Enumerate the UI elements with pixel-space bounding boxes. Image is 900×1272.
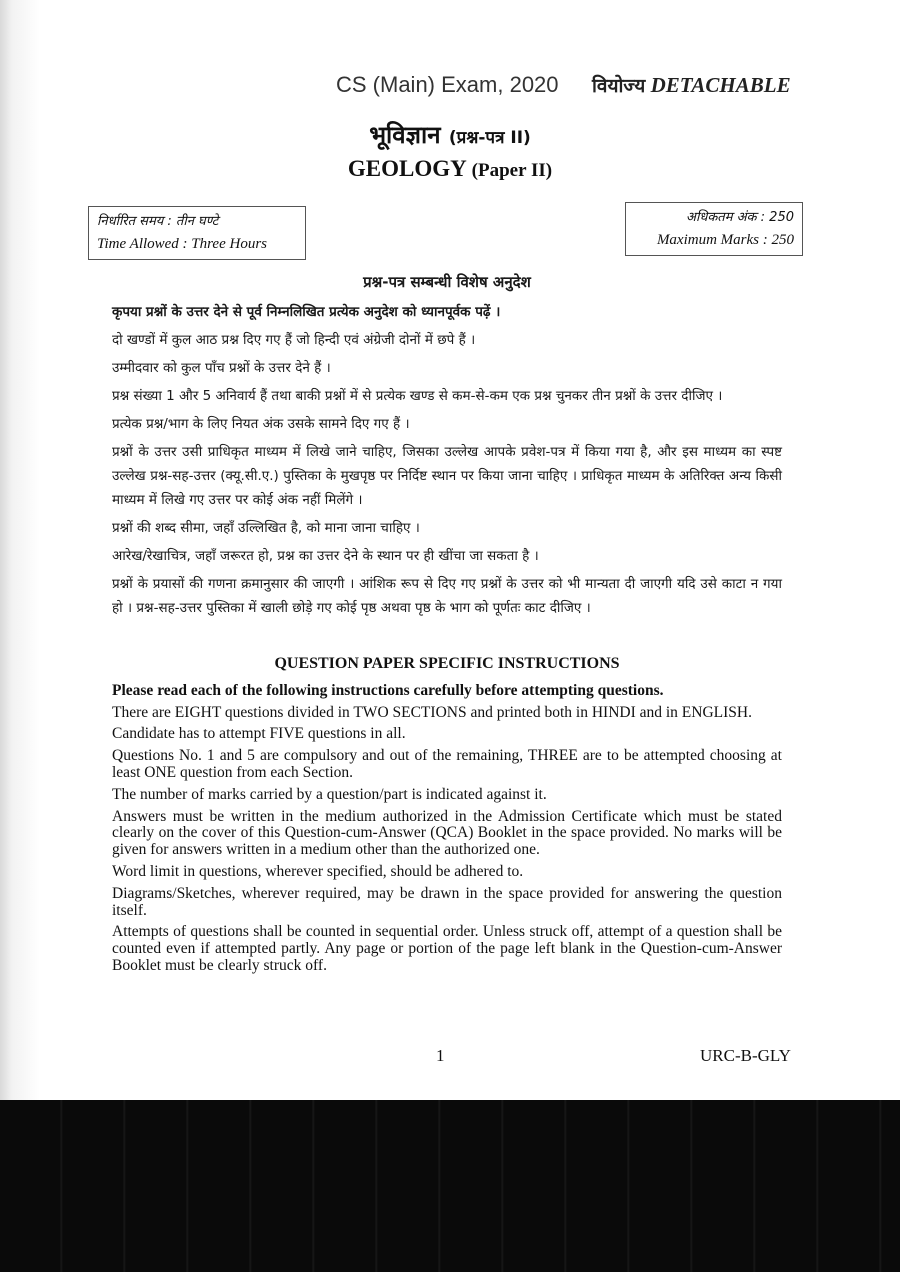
scan-dark-border: [0, 1100, 900, 1272]
hindi-instruction: प्रश्न संख्या 1 और 5 अनिवार्य हैं तथा बाकी प्रश्नों में से प्रत्येक खण्ड से कम-से-कम एक प्रश्न चुनकर तीन प्रश्नों के उत्तर दीजिए ।: [112, 388, 723, 404]
page-number: 1: [436, 1046, 445, 1065]
paper-hindi: (प्रश्न-पत्र II): [448, 128, 531, 148]
english-instruction: Word limit in questions, wherever specified, should be adhered to.: [112, 862, 524, 880]
detachable-hindi: वियोज्य: [592, 75, 646, 97]
hindi-instruction: आरेख/रेखाचित्र, जहाँ जरूरत हो, प्रश्न का उत्तर देने के स्थान पर ही खींचा जा सकता है ।: [112, 548, 539, 564]
time-allowed-box: [88, 206, 306, 260]
marks-hindi: अधिकतम अंक : 250: [686, 210, 794, 225]
hindi-instructions: [112, 270, 782, 624]
hindi-instruction: प्रश्नों के प्रयासों की गणना क्रमानुसार की जाएगी । आंशिक रूप से दिए गए प्रश्नों के उत्तर को भी मान्यता दी जाएगी यदि उसे काटा न गया हो । प्रश्न-सह-उत्तर पुस्तिका में खाली छोड़े गए कोई पृष्ठ अथवा पृष्ठ के भाग को पूर्णतः काट दीजिए ।: [112, 576, 782, 616]
title-english: [0, 156, 900, 182]
hindi-instruction: प्रत्येक प्रश्न/भाग के लिए नियत अंक उसके सामने दिए गए हैं ।: [112, 416, 410, 432]
hindi-instructions-heading: प्रश्न-पत्र सम्बन्धी विशेष अनुदेश: [363, 273, 531, 291]
hindi-instruction: प्रश्नों के उत्तर उसी प्राधिकृत माध्यम में लिखे जाने चाहिए, जिसका उल्लेख आपके प्रवेश-पत्र में किया गया है, और इस माध्यम का स्पष्ट उल्लेख प्रश्न-सह-उत्तर (क्यू.सी.ए.) पुस्तिका के मुखपृष्ठ पर निर्दिष्ट स्थान पर किया जाना चाहिए । प्राधिकृत माध्यम के अतिरिक्त अन्य किसी माध्यम में लिखे गए उत्तर पर कोई अंक नहीं मिलेंगे ।: [112, 444, 782, 508]
english-instructions-lead: Please read each of the following instructions carefully before attempting questions.: [112, 681, 664, 699]
hindi-instruction: दो खण्डों में कुल आठ प्रश्न दिए गए हैं जो हिन्दी एवं अंग्रेजी दोनों में छपे हैं ।: [112, 332, 476, 348]
subject-hindi: भूविज्ञान: [369, 121, 441, 149]
paper-english: (Paper II): [471, 160, 553, 181]
time-english: Time Allowed : Three Hours: [97, 236, 268, 252]
subject-english: GEOLOGY: [347, 156, 466, 181]
title-hindi: [0, 118, 900, 151]
english-instruction: There are EIGHT questions divided in TWO SECTIONS and printed both in HINDI and in ENGLISH.: [112, 703, 752, 721]
english-instruction: Answers must be written in the medium authorized in the Admission Certificate which must be stated clearly on the cover of this Question-cum-Answer (QCA) Booklet in the space provided. No marks will be given for answers written in a medium other than the authorized one.: [112, 807, 782, 859]
marks-english: Maximum Marks : 250: [656, 232, 794, 248]
time-hindi: निर्धारित समय : तीन घण्टे: [97, 214, 219, 229]
english-instruction: Diagrams/Sketches, wherever required, may be drawn in the space provided for answering the question itself.: [112, 884, 782, 919]
english-instructions-heading: QUESTION PAPER SPECIFIC INSTRUCTIONS: [274, 655, 620, 672]
detachable-english: DETACHABLE: [650, 73, 791, 97]
paper-code: URC-B-GLY: [700, 1046, 791, 1065]
hindi-instruction: उम्मीदवार को कुल पाँच प्रश्नों के उत्तर देने हैं ।: [112, 360, 331, 376]
english-instructions: [112, 656, 782, 980]
hindi-instruction: प्रश्नों की शब्द सीमा, जहाँ उल्लिखित है, को माना जाना चाहिए ।: [112, 520, 420, 536]
detachable-label: [592, 72, 791, 98]
english-instruction: Questions No. 1 and 5 are compulsory and out of the remaining, THREE are to be attempted choosing at least ONE question from each Section.: [112, 747, 782, 781]
exam-header: CS (Main) Exam, 2020: [336, 72, 559, 97]
english-instruction: The number of marks carried by a question/part is indicated against it.: [112, 785, 547, 803]
english-instruction: Candidate has to attempt FIVE questions in all.: [112, 725, 406, 743]
hindi-instruction: कृपया प्रश्नों के उत्तर देने से पूर्व निम्नलिखित प्रत्येक अनुदेश को ध्यानपूर्वक पढ़ें ।: [112, 304, 501, 320]
maximum-marks-box: [625, 202, 803, 256]
english-instruction: Attempts of questions shall be counted in sequential order. Unless struck off, attempt of a question shall be counted even if attempted partly. Any page or portion of the page left blank in the Question-cum-Answer Booklet must be clearly struck off.: [112, 923, 782, 974]
